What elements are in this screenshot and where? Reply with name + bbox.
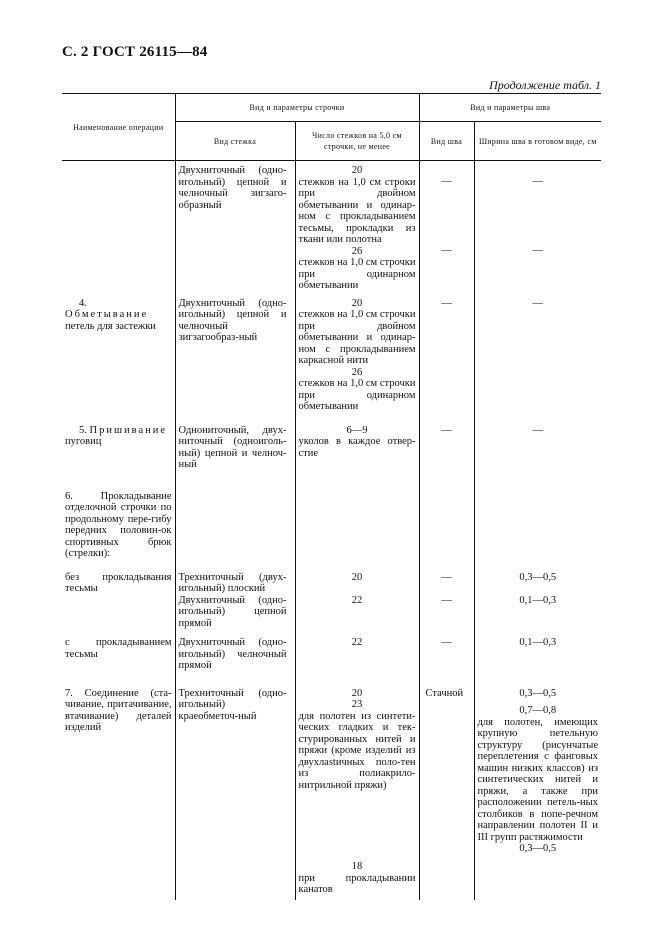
stitch-type-cell: Однониточный, двух-ниточный (одноиголь-ный) цепной и челноч-ный [175,413,295,471]
operation-cell [62,595,175,630]
stitch-count-cell [295,161,419,292]
table-row [62,471,601,560]
col-header-seam-width: Ширина шва в готовом виде, см [474,122,601,161]
operation-cell [62,413,175,471]
table-row [62,629,601,672]
stitch-count-cell: 20 [295,560,419,595]
stitch-count-note: стежков на 1,0 см строчки при одинарном обметывании [298,257,416,291]
seam-type-cell: — [419,629,474,672]
seam-type-cell [419,292,474,413]
stitch-count-value: 20 [351,687,363,699]
seam-width-value: — [532,297,543,309]
col-header-operation: Наименование операции [62,94,175,161]
stitch-count-value: 26 [351,245,363,257]
operation-cell: 7. Соединение (ста-чивание, притачивание, втачивание) деталей изделий [65,687,172,733]
stitch-count-cell: 22 [295,629,419,672]
col-group-seam: Вид и параметры шва [419,94,601,122]
operation-cell: с прокладыванием тесьмы [65,637,172,660]
operation-number: 4. [79,297,87,309]
seam-width-cell [474,161,601,292]
stitch-count-value: 20 [351,165,363,176]
stitch-count-note: уколов в каждое отвер-стие [298,436,416,459]
seam-width-cell: 0,3—0,5 [474,560,601,595]
seam-width-value: — [532,244,543,256]
operation-cell: без прокладывания тесьмы [65,571,172,594]
stitch-count-cell [295,672,419,900]
operation-cell: 6. Прокладывание отделочной строчки по продольному пере-гибу передних половин-ок спортивных брюк (стрелки): [65,490,172,559]
col-header-stitch-count: Число стежков на 5,0 см строчки, не менее [295,122,419,161]
stitch-count-cell [295,413,419,471]
seam-width-value: 0,7—0,8 [519,705,557,716]
stitch-count-note: стежков на 1,0 см строчки при одинарном обметывании [298,378,416,412]
stitch-count-value: 20 [351,297,363,309]
seam-type-cell [419,161,474,292]
seam-width-value: 0,3—0,5 [519,843,557,854]
stitch-count-note: для полотен из синтети-ческих гладких и тек-стурированных нитей и пряжи (кроме изделий из двухлastичных поло-тен из полиакрило-нитрильной пряжи) [298,710,416,791]
col-group-stitch: Вид и параметры строчки [175,94,419,122]
seam-type-value: — [441,244,452,256]
table-row [62,560,601,595]
operation-title: Пришивание [89,424,168,436]
stitch-type-cell: Двухниточный (одно-игольный) челночный прямой [175,629,295,672]
seam-type-cell: — [419,595,474,630]
table-row [62,595,601,630]
stitch-type-cell: Трехниточный (одно-игольный) краеобметоч-ный [175,672,295,900]
seam-type-value: — [441,176,452,187]
seam-width-value: — [532,424,543,436]
seam-width-note: для полотен, имеющих крупную петельную структуру (рисунчатые переплетения с фанговых машин низких классов) из синтетических нитей и пряжи, а также при расположении петель-ных столбиков в попе-речном направлении полотен II и III групп растяжимости [477,716,598,843]
operation-detail: пуговиц [65,436,102,447]
stitch-count-value: 23 [351,699,363,710]
seam-type-cell [419,413,474,471]
seam-type-cell: — [419,560,474,595]
requirements-table [62,93,601,900]
table-row [62,161,601,292]
seam-width-cell: 0,1—0,3 [474,629,601,672]
seam-type-value: — [441,424,452,436]
operation-cell [62,292,175,413]
requirements-table-container [62,93,601,900]
stitch-type-cell: Трехниточный (двух-игольный) плоский [175,560,295,595]
col-header-stitch-type: Вид стежка [175,122,295,161]
stitch-type-cell: Двухниточный (одно-игольный) цепной и челночный зигзагообраз-ный [175,292,295,413]
stitch-count-note: при прокладывании канатов [298,872,416,895]
stitch-count-note: стежков на 1,0 см строки при двойном обметывании и одинар-ном с прокладыванием тесьмы, прокладки из ткани или полотна [298,176,416,245]
operation-title: Обметывание [65,309,149,320]
seam-width-value: 0,3—0,5 [519,687,557,699]
col-header-seam-type: Вид шва [419,122,474,161]
stitch-type-cell: Двухниточный (одно-игольный) цепной и челночный зигзаго-образный [175,161,295,292]
stitch-count-value: 18 [351,861,363,872]
operation-detail: петель для застежки [65,320,156,332]
stitch-count-cell [295,292,419,413]
stitch-count-note: стежков на 1,0 см строчки при двойном обметывании и одинар-ном с прокладыванием каркасной нити [298,309,416,366]
table-row [62,413,601,471]
table-row [62,672,601,900]
stitch-count-cell: 22 [295,595,419,630]
seam-width-cell [474,672,601,900]
stitch-count-value: 6—9 [346,424,368,436]
seam-width-cell [474,292,601,413]
page-header: С. 2 ГОСТ 26115—84 [62,44,208,60]
table-row [62,292,601,413]
seam-type-value: — [441,297,452,309]
operation-cell [62,161,175,292]
seam-width-cell [474,413,601,471]
stitch-type-cell: Двухниточный (одно-игольный) цепной прямой [175,595,295,630]
seam-width-value: — [532,176,543,187]
seam-type-cell: Стачной [419,672,474,900]
operation-number: 5. [79,424,87,436]
table-continuation-label: Продолжение табл. 1 [489,78,601,92]
seam-width-cell: 0,1—0,3 [474,595,601,630]
stitch-count-value: 26 [351,366,363,378]
